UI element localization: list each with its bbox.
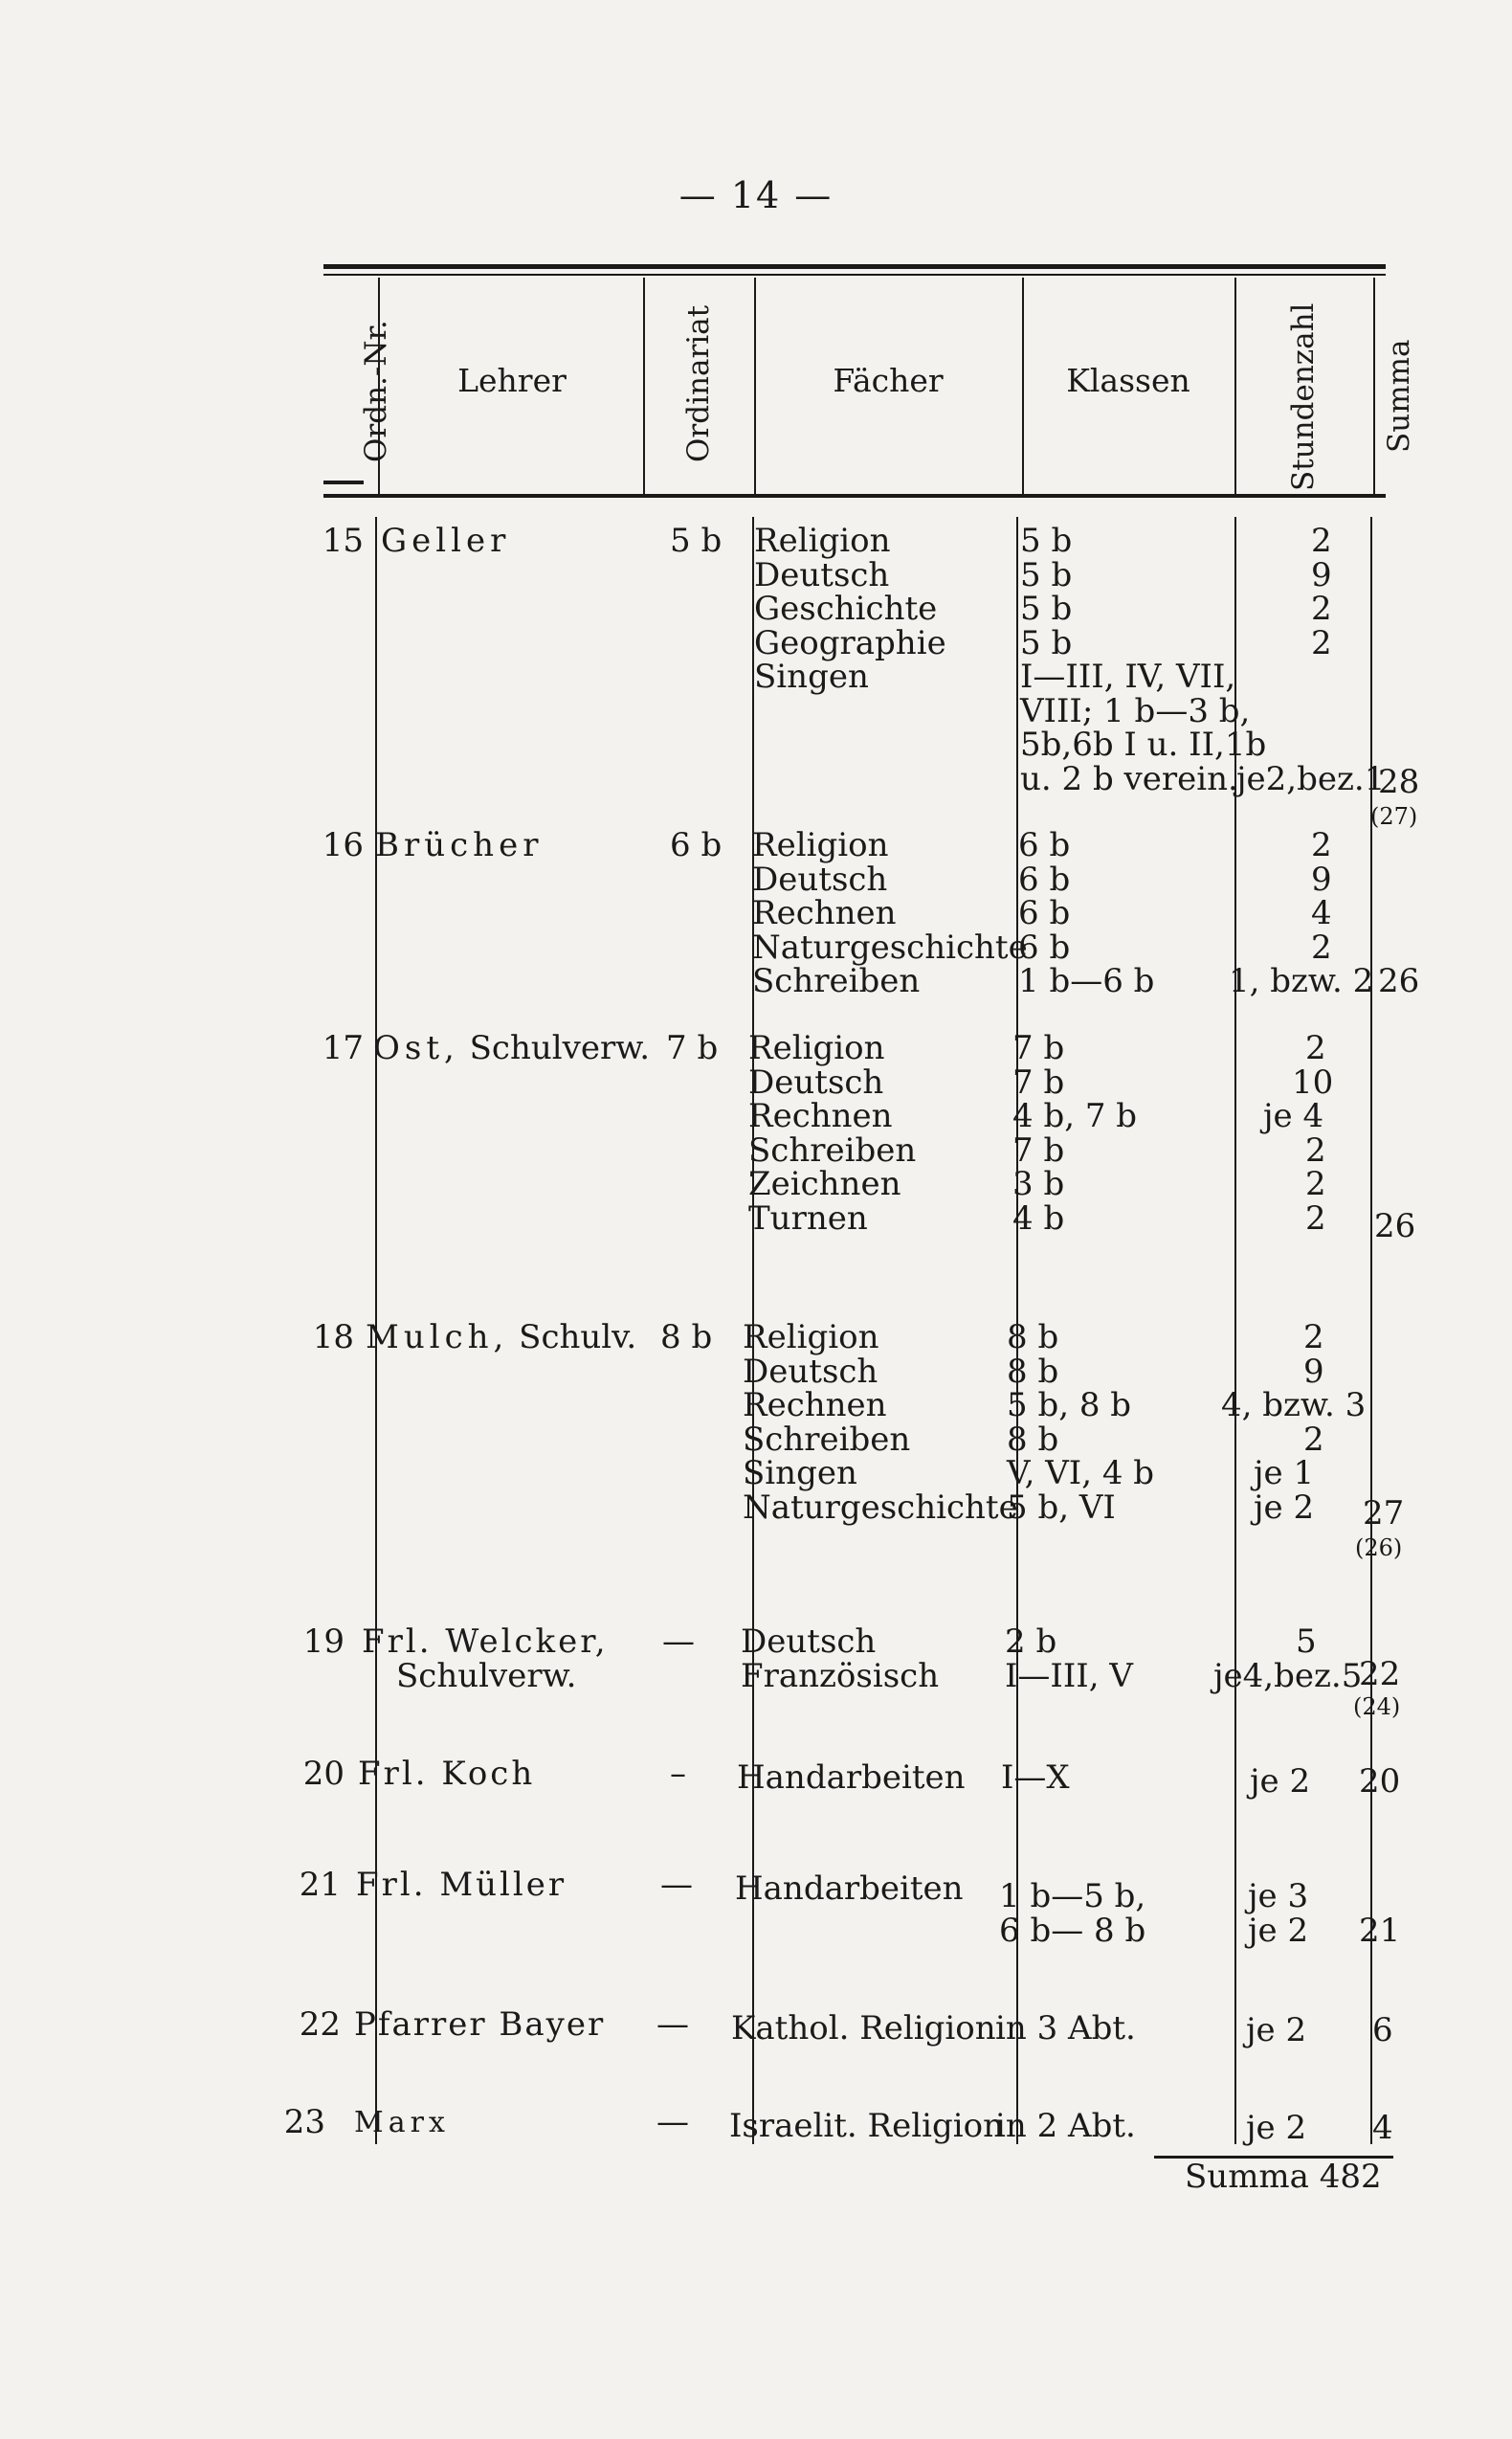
class: V, VI, 4 b [1007, 1454, 1155, 1492]
row-number: 22 [299, 2005, 341, 2044]
sum: 22 [1359, 1655, 1401, 1693]
class: 1 b—5 b, [999, 1877, 1146, 1915]
ordinariat: — [662, 1622, 695, 1661]
header-hours: Stundenzahl [1286, 302, 1321, 491]
subject: Naturgeschichte [743, 1488, 1018, 1527]
hours: 2 [1303, 1420, 1324, 1459]
grand-total: Summa 482 [1185, 2158, 1382, 2196]
hours: 2 [1311, 928, 1332, 967]
teacher-title: Schulv. [519, 1318, 637, 1356]
subject: Rechnen [752, 894, 897, 932]
header-bottom-rule [323, 494, 1386, 498]
subject: Schreiben [743, 1420, 911, 1459]
sum: 26 [1378, 962, 1420, 1000]
subject: Geographie [754, 623, 946, 662]
ordinariat: 8 b [660, 1318, 713, 1356]
hours: 2 [1305, 1165, 1326, 1203]
hours: je4,bez.5 [1213, 1656, 1363, 1695]
sum: 4 [1372, 2109, 1393, 2147]
subject: Turnen [748, 1198, 868, 1238]
class: 8 b [1007, 1352, 1059, 1391]
hours: 2 [1311, 623, 1332, 662]
class: 5 b [1020, 522, 1073, 560]
ordinariat: – [670, 1755, 686, 1793]
class: u. 2 b verein. [1020, 759, 1238, 798]
subject: Zeichnen [748, 1165, 901, 1203]
hours: je 2 [1248, 1911, 1309, 1950]
hours: 2 [1311, 826, 1332, 864]
hours: 9 [1311, 555, 1332, 594]
hours: 1, bzw. 2 [1229, 962, 1374, 1000]
hours: 4 [1311, 894, 1332, 932]
class: 5 b, VI [1007, 1488, 1116, 1527]
teacher-name: Frl. Müller [356, 1866, 567, 1904]
header-divider [1234, 278, 1236, 496]
class: 5 b [1020, 590, 1073, 628]
subject: Singen [754, 658, 869, 696]
subject: Religion [748, 1029, 885, 1067]
class: 5 b [1020, 623, 1073, 662]
hours: 4, bzw. 3 [1221, 1386, 1367, 1424]
subject: Handarbeiten [737, 1758, 966, 1797]
class: I—III, V [1005, 1656, 1133, 1695]
teacher-name-text: Pfarrer Bayer [354, 2005, 606, 2044]
subject: Religion [743, 1318, 879, 1356]
ordinariat: 6 b [670, 826, 723, 864]
class: 3 b [1012, 1165, 1065, 1203]
teacher-title: Schulverw. [396, 1656, 577, 1695]
class: 4 b [1012, 1198, 1065, 1238]
header-ordinariat: Ordinariat [681, 304, 716, 462]
class: 6 b [1018, 928, 1071, 967]
subject: Naturgeschichte [752, 928, 1028, 967]
teacher-surname: Mulch, [366, 1318, 509, 1356]
subject: Französisch [741, 1656, 940, 1695]
subject: Religion [752, 826, 889, 864]
hours: 5 [1296, 1622, 1317, 1661]
class: I—X [1001, 1758, 1070, 1797]
ordinariat: 7 b [666, 1029, 719, 1067]
hours: 2 [1305, 1130, 1326, 1170]
class: 7 b [1012, 1130, 1065, 1170]
hours: 9 [1303, 1352, 1324, 1391]
hours: je2,bez.1 [1236, 759, 1386, 798]
nr-column-rule [323, 481, 364, 484]
ordinariat: — [656, 2005, 689, 2044]
subject: Deutsch [752, 860, 888, 899]
hours: je 4 [1263, 1097, 1324, 1135]
sum: 26 [1374, 1207, 1416, 1245]
teacher-name [354, 2005, 606, 2044]
hours: je 3 [1248, 1877, 1309, 1915]
sum: 21 [1359, 1912, 1401, 1950]
subject: Deutsch [754, 555, 890, 594]
subject: Kathol. Religion [731, 2009, 996, 2047]
class: 7 b [1012, 1063, 1065, 1102]
hours: je 2 [1246, 2109, 1307, 2147]
class: 6 b— 8 b [999, 1911, 1146, 1950]
class: in 3 Abt. [995, 2009, 1136, 2047]
class: 7 b [1012, 1029, 1065, 1067]
header-teacher: Lehrer [457, 362, 567, 399]
top-rule-thin [323, 274, 1386, 276]
sum-alt: (24) [1353, 1693, 1401, 1720]
class: 8 b [1007, 1420, 1059, 1459]
ordinariat: — [656, 2103, 689, 2141]
teacher-name: Frl. Welcker, [362, 1622, 609, 1661]
hours: 2 [1303, 1318, 1324, 1356]
sum: 20 [1359, 1762, 1401, 1801]
sum-alt: (26) [1355, 1534, 1403, 1561]
sum: 6 [1372, 2011, 1393, 2049]
subject: Deutsch [741, 1622, 877, 1661]
hours: je 2 [1254, 1488, 1315, 1527]
row-number: 15 [322, 522, 364, 560]
row-number: 17 [322, 1029, 364, 1067]
class: 6 b [1018, 894, 1071, 932]
header-nr: Ordn.-Nr. [359, 320, 393, 462]
teacher-name: Marx [354, 2106, 450, 2139]
subject: Schreiben [752, 962, 921, 1000]
class: 6 b [1018, 826, 1071, 864]
row-number: 16 [322, 826, 364, 864]
page-number: — 14 — [678, 174, 834, 216]
class: I—III, IV, VII, [1020, 658, 1236, 696]
hours: 9 [1311, 860, 1332, 899]
teacher-name: Brücher [375, 826, 544, 864]
class: 4 b, 7 b [1012, 1097, 1138, 1135]
hours: je 2 [1250, 1762, 1311, 1801]
subject: Geschichte [754, 590, 938, 628]
teacher-name [366, 1318, 637, 1356]
subject: Rechnen [748, 1097, 893, 1135]
sum-alt: (27) [1370, 803, 1418, 830]
row-number: 18 [312, 1318, 354, 1356]
teacher-title: Schulverw. [469, 1029, 651, 1067]
hours: je 2 [1246, 2011, 1307, 2049]
sum: 28 [1378, 763, 1420, 801]
ordinariat: 5 b [670, 522, 723, 560]
class: 6 b [1018, 860, 1071, 899]
hours: 2 [1311, 522, 1332, 560]
hours: 2 [1311, 590, 1332, 628]
hours: je 1 [1254, 1454, 1315, 1492]
header-divider [643, 278, 645, 496]
teacher-name [373, 1029, 651, 1067]
subject: Rechnen [743, 1386, 887, 1424]
subject: Deutsch [743, 1352, 878, 1391]
teacher-name: Frl. Koch [358, 1755, 536, 1793]
class: 5b,6b I u. II,1b [1020, 726, 1267, 764]
teacher-name: Geller [381, 522, 511, 560]
row-number: 19 [302, 1622, 345, 1661]
row-number: 21 [299, 1866, 341, 1904]
top-rule-thick [323, 264, 1386, 269]
header-divider [1373, 278, 1375, 496]
class: 2 b [1005, 1622, 1057, 1661]
teacher-surname: Ost, [373, 1029, 459, 1067]
subject: Schreiben [748, 1130, 917, 1170]
class: in 2 Abt. [995, 2107, 1136, 2145]
header-sum: Summa [1382, 339, 1416, 453]
class: 5 b [1020, 555, 1073, 594]
hours: 2 [1305, 1198, 1326, 1238]
hours: 2 [1305, 1029, 1326, 1067]
subject: Singen [743, 1454, 857, 1492]
header-classes: Klassen [1066, 362, 1190, 399]
row-number: 20 [302, 1755, 345, 1793]
subject: Handarbeiten [735, 1869, 964, 1908]
subject: Israelit. Religion [729, 2107, 1005, 2145]
class: 8 b [1007, 1318, 1059, 1356]
class: 5 b, 8 b [1007, 1386, 1132, 1424]
subject: Religion [754, 522, 891, 560]
row-number: 23 [283, 2103, 325, 2141]
class: 1 b—6 b [1018, 962, 1155, 1000]
sum: 27 [1363, 1494, 1405, 1533]
header-subjects: Fächer [833, 362, 944, 399]
subject: Deutsch [748, 1063, 884, 1102]
ordinariat: — [660, 1866, 693, 1904]
class: VIII; 1 b—3 b, [1020, 691, 1251, 730]
hours: 10 [1292, 1063, 1334, 1102]
